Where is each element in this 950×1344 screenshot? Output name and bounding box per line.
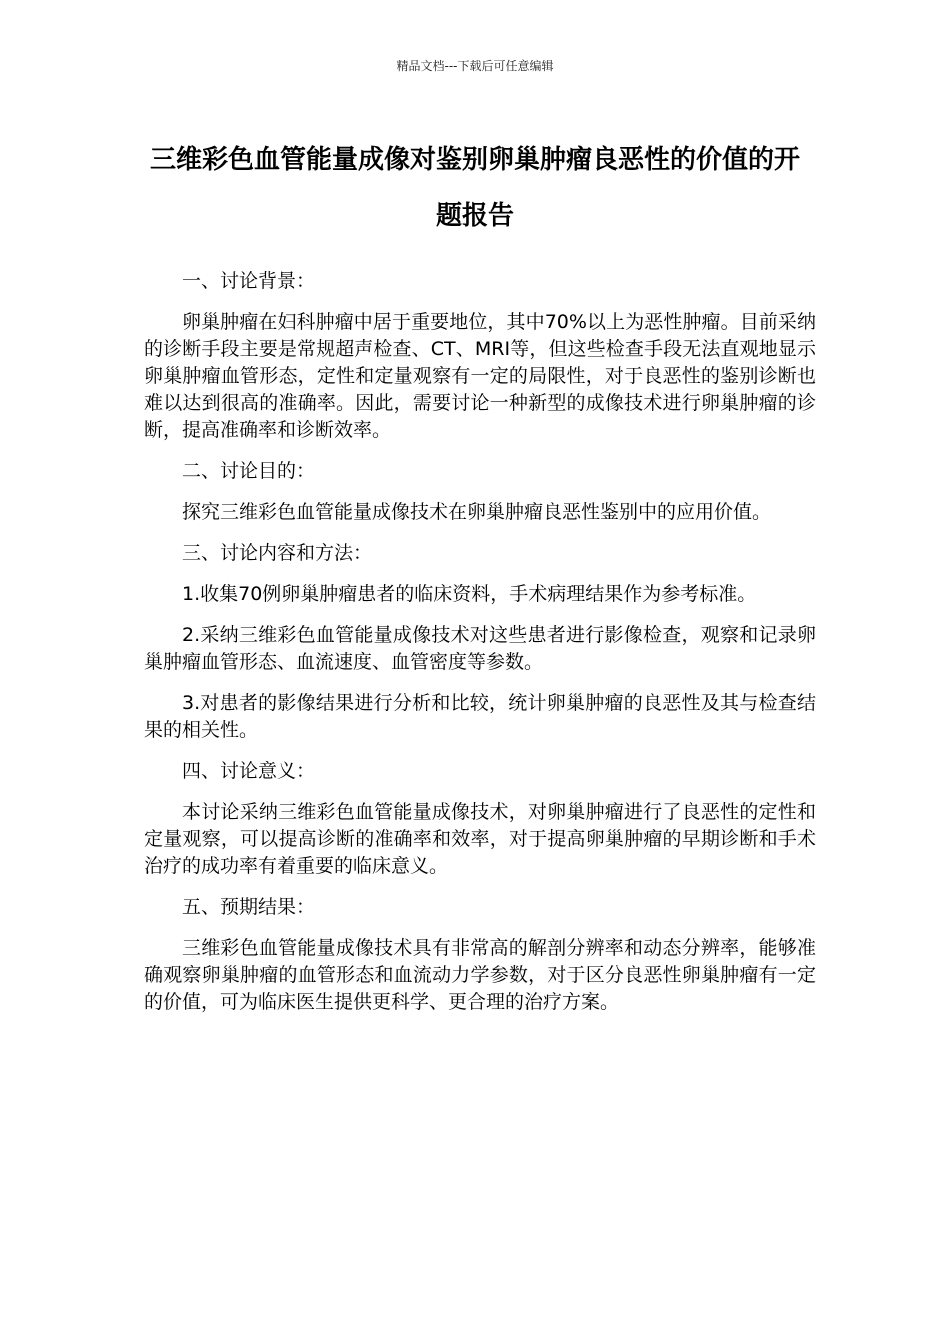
- section-heading-significance: 四、讨论意义：: [182, 760, 316, 782]
- methods-item-3: 3.对患者的影像结果进行分析和比较，统计卵巢肿瘤的良恶性及其与检查结果的相关性。: [144, 692, 816, 741]
- section-heading-expected-results: 五、预期结果：: [182, 896, 316, 918]
- methods-item-2: 2.采纳三维彩色血管能量成像技术对这些患者进行影像检查，观察和记录卵巢肿瘤血管形态、血流速度、血管密度等参数。: [144, 624, 816, 673]
- background-paragraph: 卵巢肿瘤在妇科肿瘤中居于重要地位，其中70%以上为恶性肿瘤。目前采纳的诊断手段主要是常规超声检查、CT、MRI等，但这些检查手段无法直观地显示卵巢肿瘤血管形态，定性和定量观察有一定的局限性，对于良恶性的鉴别诊断也难以达到很高的准确率。因此，需要讨论一种新型的成像技术进行卵巢肿瘤的诊断，提高准确率和诊断效率。: [144, 311, 816, 441]
- document-title: 三维彩色血管能量成像对鉴别卵巢肿瘤良恶性的价值的开题报告: [149, 145, 800, 231]
- section-heading-purpose: 二、讨论目的：: [182, 460, 316, 482]
- purpose-paragraph: 探究三维彩色血管能量成像技术在卵巢肿瘤良恶性鉴别中的应用价值。: [182, 501, 772, 523]
- methods-item-1: 1.收集70例卵巢肿瘤患者的临床资料，手术病理结果作为参考标准。: [182, 583, 757, 605]
- header-note: 精品文档---下载后可任意编辑: [396, 59, 554, 73]
- significance-paragraph: 本讨论采纳三维彩色血管能量成像技术，对卵巢肿瘤进行了良恶性的定性和定量观察，可以提高诊断的准确率和效率，对于提高卵巢肿瘤的早期诊断和手术治疗的成功率有着重要的临床意义。: [144, 801, 816, 877]
- document-body: [144, 268, 816, 1030]
- expected-results-paragraph: 三维彩色血管能量成像技术具有非常高的解剖分辨率和动态分辨率，能够准确观察卵巢肿瘤的血管形态和血流动力学参数，对于区分良恶性卵巢肿瘤有一定的价值，可为临床医生提供更科学、更合理的治疗方案。: [144, 937, 816, 1013]
- section-heading-methods: 三、讨论内容和方法：: [182, 542, 373, 564]
- section-heading-background: 一、讨论背景：: [182, 270, 316, 292]
